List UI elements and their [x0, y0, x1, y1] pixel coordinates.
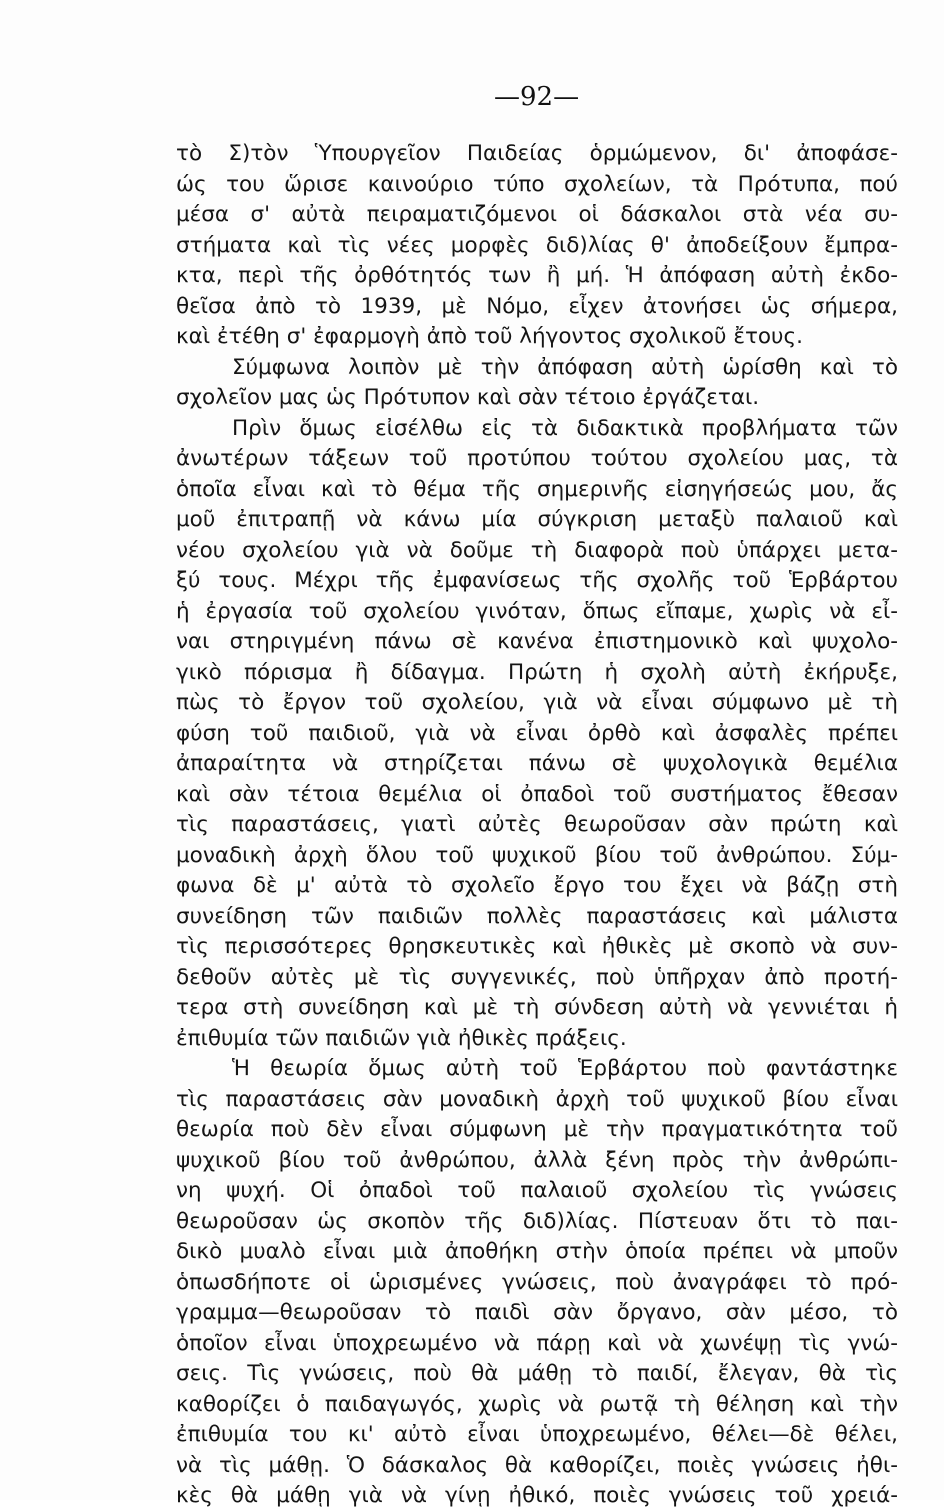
- text-line: θεωροῦσαν ὡς σκοπὸν τῆς διδ)λίας. Πίστευαν ὅτι τὸ παι-: [176, 1208, 898, 1234]
- text-line: πὼς τὸ ἔργον τοῦ σχολείου, γιὰ νὰ εἶναι σύμφωνο μὲ τὴ: [176, 690, 898, 715]
- text-line: ἡ ἐργασία τοῦ σχολείου γινόταν, ὅπως εἴπαμε, χωρὶς νὰ εἶ-: [176, 598, 898, 624]
- text-line: μοναδικὴ ἀρχὴ ὅλου τοῦ ψυχικοῦ βίου τοῦ ἀνθρώπου. Σύμ-: [176, 842, 898, 868]
- text-line: κὲς θὰ μάθῃ γιὰ νὰ γίνῃ ἠθικό, ποιὲς γνώσεις τοῦ χρειά-: [176, 1483, 898, 1508]
- text-line: καὶ σὰν τέτοια θεμέλια οἱ ὀπαδοὶ τοῦ συστήματος ἔθεσαν: [176, 781, 898, 807]
- text-line: καθορίζει ὁ παιδαγωγός, χωρὶς νὰ ρωτᾷ τὴ θέληση καὶ τὴν: [176, 1391, 898, 1417]
- text-line: ὁποῖον εἶναι ὑποχρεωμένο νὰ πάρῃ καὶ νὰ χωνέψῃ τὶς γνώ-: [176, 1330, 898, 1356]
- text-line: καὶ ἐτέθη σ' ἐφαρμογὴ ἀπὸ τοῦ λήγοντος σχολικοῦ ἔτους.: [176, 324, 803, 349]
- text-line: σεις. Τὶς γνώσεις, ποὺ θὰ μάθῃ τὸ παιδί, ἔλεγαν, θὰ τὶς: [176, 1361, 898, 1386]
- paragraph-start: Ἡ θεωρία ὅμως αὐτὴ τοῦ Ἑρβάρτου ποὺ φαντάστηκε: [232, 1056, 898, 1081]
- text-line: ἀνωτέρων τάξεων τοῦ προτύπου τούτου σχολείου μας, τὰ: [176, 446, 898, 471]
- text-line: τὸ Σ)τὸν Ὑπουργεῖον Παιδείας ὁρμώμενον, δι' ἀποφάσε-: [176, 141, 898, 166]
- text-line: θεῖσα ἀπὸ τὸ 1939, μὲ Νόμο, εἶχεν ἀτονήσει ὡς σήμερα,: [176, 293, 898, 319]
- text-line: ψυχικοῦ βίου τοῦ ἀνθρώπου, ἀλλὰ ξένη πρὸς τὴν ἀνθρώπι-: [176, 1147, 898, 1173]
- text-line: τὶς περισσότερες θρησκευτικὲς καὶ ἠθικὲς μὲ σκοπὸ νὰ συν-: [176, 934, 898, 959]
- text-line: μέσα σ' αὐτὰ πειραματιζόμενοι οἱ δάσκαλοι στὰ νέα συ-: [176, 202, 898, 227]
- text-line: ἐπιθυμία του κι' αὐτὸ εἶναι ὑποχρεωμένο, θέλει—δὲ θέλει,: [176, 1422, 898, 1447]
- text-line: νέου σχολείου γιὰ νὰ δοῦμε τὴ διαφορὰ ποὺ ὑπάρχει μετα-: [176, 537, 898, 563]
- text-line: κτα, περὶ τῆς ὀρθότητός των ἢ μή. Ἡ ἀπόφαση αὐτὴ ἐκδο-: [176, 263, 898, 288]
- text-line: ὁπωσδήποτε οἱ ὡρισμένες γνώσεις, ποὺ ἀναγράφει τὸ πρό-: [176, 1269, 898, 1295]
- text-line: τερα στὴ συνείδηση καὶ μὲ τὴ σύνδεση αὐτὴ νὰ γεννιέται ἡ: [176, 995, 898, 1020]
- text-line: ξύ τους. Μέχρι τῆς ἐμφανίσεως τῆς σχολῆς τοῦ Ἑρβάρτου: [176, 568, 898, 593]
- text-line: δικὸ μυαλὸ εἶναι μιὰ ἀποθήκη στὴν ὁποία πρέπει νὰ μποῦν: [176, 1239, 898, 1264]
- text-line: μοῦ ἐπιτραπῇ νὰ κάνω μία σύγκριση μεταξὺ παλαιοῦ καὶ: [176, 507, 898, 532]
- text-line: νη ψυχή. Οἱ ὀπαδοὶ τοῦ παλαιοῦ σχολείου τὶς γνώσεις: [176, 1178, 898, 1203]
- text-line: γικὸ πόρισμα ἢ δίδαγμα. Πρώτη ἡ σχολὴ αὐτὴ ἐκήρυξε,: [176, 659, 898, 685]
- text-line: στήματα καὶ τὶς νέες μορφὲς διδ)λίας θ' ἀποδείξουν ἔμπρα-: [176, 232, 898, 258]
- text-line: σχολεῖον μας ὡς Πρότυπον καὶ σὰν τέτοιο ἐργάζεται.: [176, 385, 760, 410]
- text-line: φύση τοῦ παιδιοῦ, γιὰ νὰ εἶναι ὀρθὸ καὶ ἀσφαλὲς πρέπει: [176, 720, 898, 746]
- text-line: ώς του ὥρισε καινούριο τύπο σχολείων, τὰ Πρότυπα, πού: [176, 171, 898, 197]
- page-number: —92—: [494, 82, 580, 112]
- text-line: ὁποῖα εἶναι καὶ τὸ θέμα τῆς σημερινῆς εἰσηγήσεώς μου, ἄς: [176, 476, 898, 502]
- body-text: [176, 139, 898, 1512]
- text-line: ἀπαραίτητα νὰ στηρίζεται πάνω σὲ ψυχολογικὰ θεμέλια: [176, 751, 898, 776]
- text-line: γραμμα—θεωροῦσαν τὸ παιδὶ σὰν ὄργανο, σὰν μέσο, τὸ: [176, 1300, 898, 1325]
- text-line: ἐπιθυμία τῶν παιδιῶν γιὰ ἠθικὲς πράξεις.: [176, 1025, 627, 1051]
- text-line: δεθοῦν αὐτὲς μὲ τὶς συγγενικές, ποὺ ὑπῆρχαν ἀπὸ προτή-: [176, 964, 898, 990]
- text-line: φωνα δὲ μ' αὐτὰ τὸ σχολεῖο ἔργο του ἔχει νὰ βάζῃ στὴ: [176, 873, 898, 898]
- text-line: νὰ τὶς μάθῃ. Ὁ δάσκαλος θὰ καθορίζει, ποιὲς γνώσεις ἠθι-: [176, 1452, 898, 1478]
- text-line: ναι στηριγμένη πάνω σὲ κανένα ἐπιστημονικὸ καὶ ψυχολο-: [176, 629, 898, 654]
- text-line: τὶς παραστάσεις, γιατὶ αὐτὲς θεωροῦσαν σὰν πρώτη καὶ: [176, 812, 898, 837]
- paragraph-start: Σύμφωνα λοιπὸν μὲ τὴν ἀπόφαση αὐτὴ ὡρίσθη καὶ τὸ: [232, 354, 898, 380]
- text-line: συνείδηση τῶν παιδιῶν πολλὲς παραστάσεις καὶ μάλιστα: [176, 903, 898, 929]
- text-line: τὶς παραστάσεις σὰν μοναδικὴ ἀρχὴ τοῦ ψυχικοῦ βίου εἶναι: [176, 1086, 898, 1112]
- paragraph-start: Πρὶν ὅμως εἰσέλθω εἰς τὰ διδακτικὰ προβλήματα τῶν: [232, 415, 898, 441]
- text-line: θεωρία ποὺ δὲν εἶναι σύμφωνη μὲ τὴν πραγματικότητα τοῦ: [176, 1117, 898, 1142]
